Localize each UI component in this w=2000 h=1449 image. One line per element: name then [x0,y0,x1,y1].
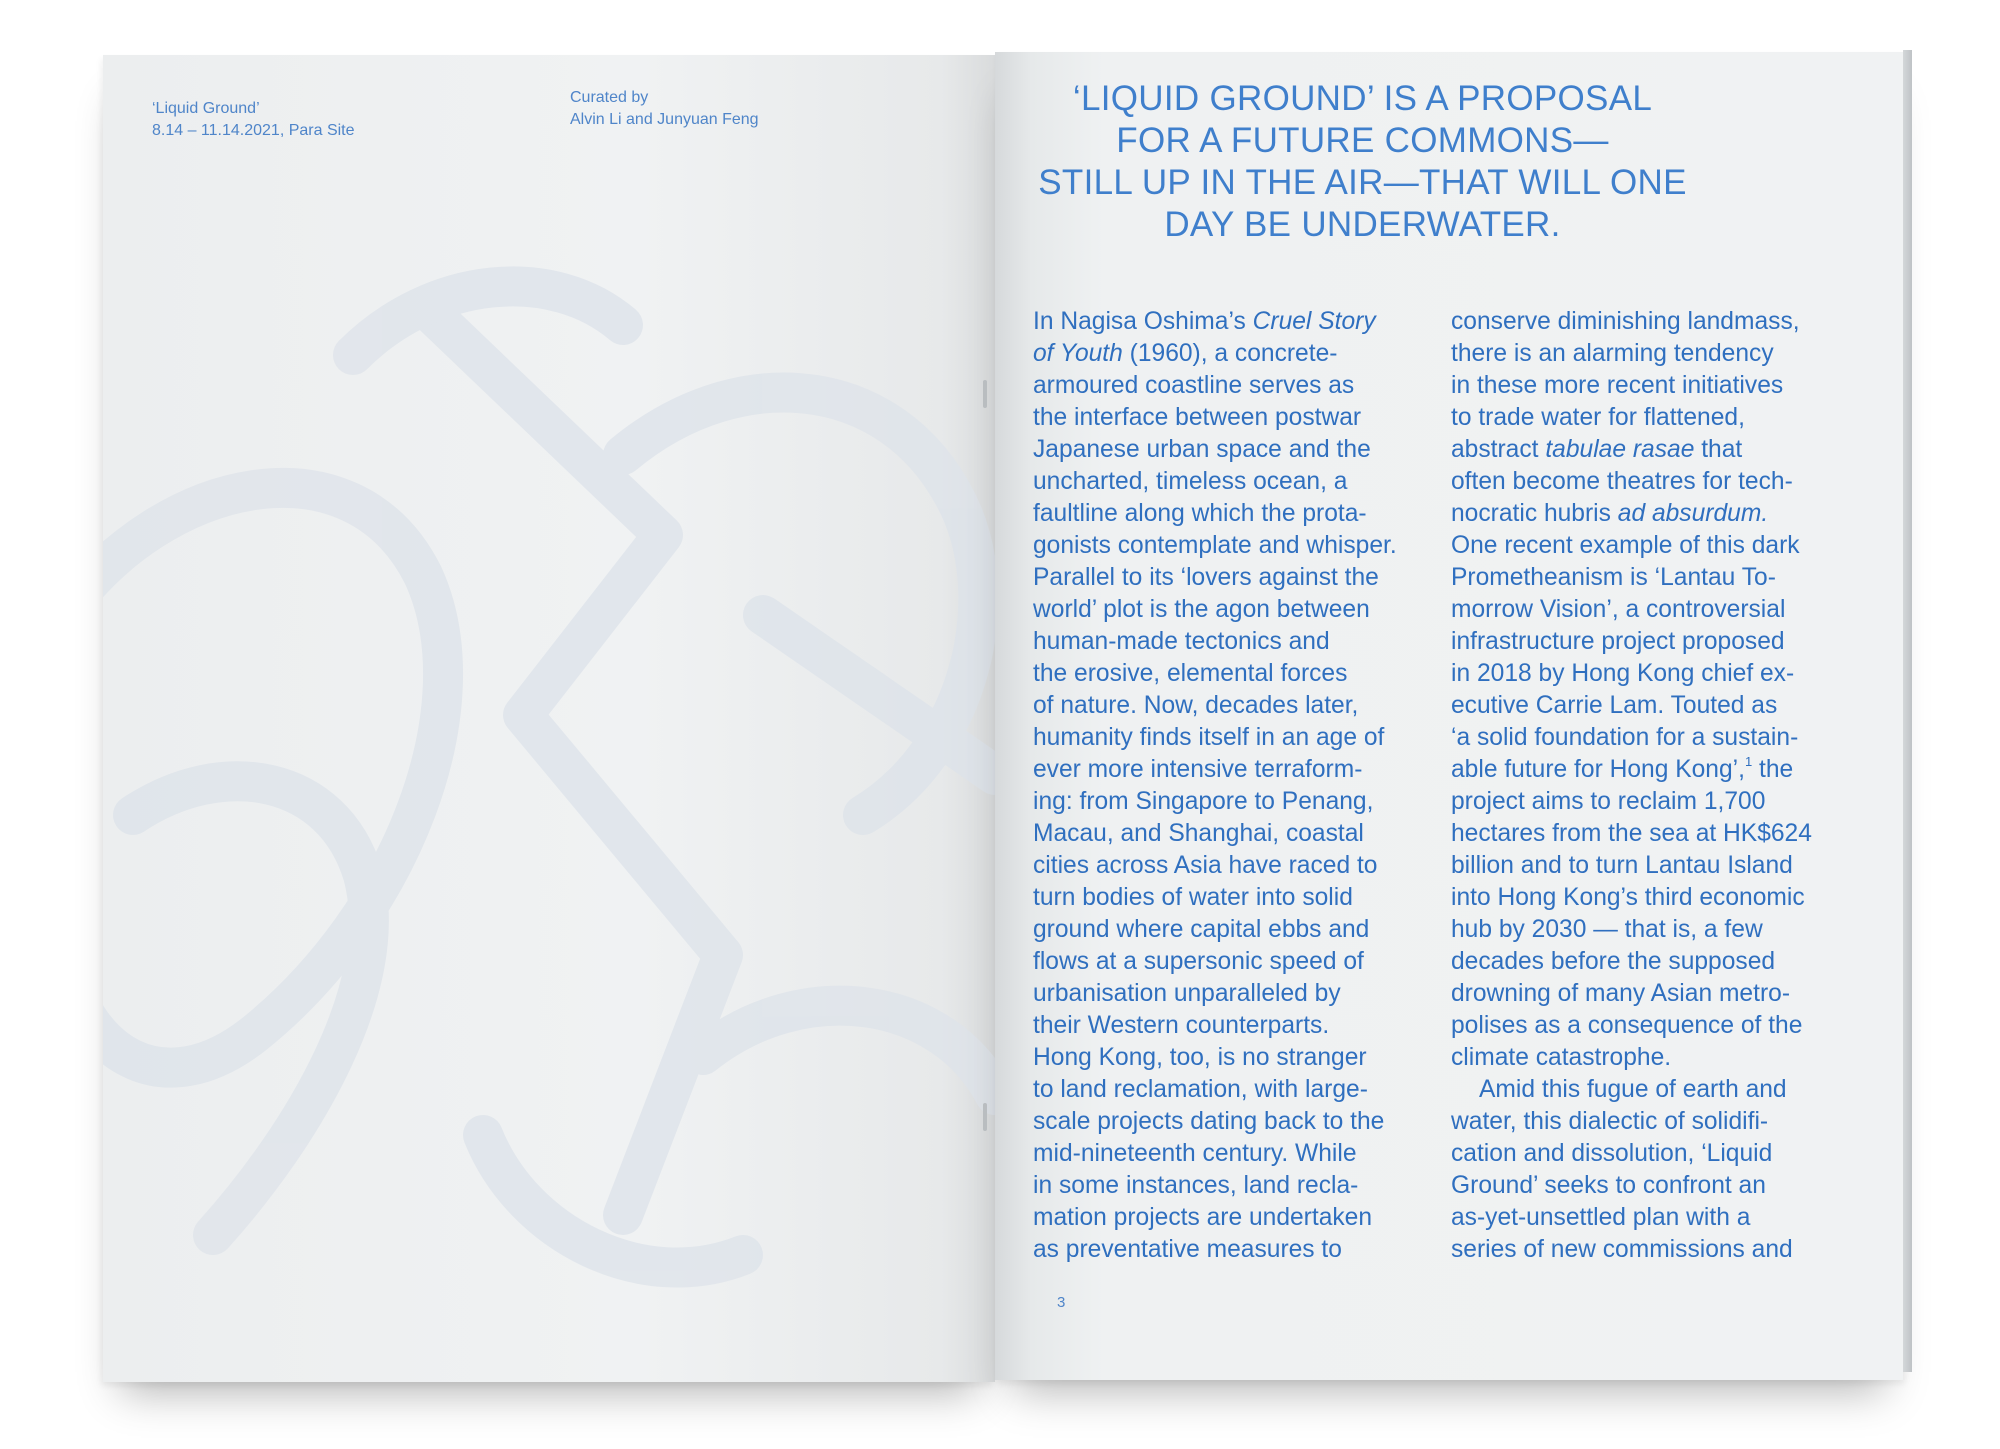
body-line: mation projects are undertaken [1033,1204,1373,1231]
body-line: Amid this fugue of earth and [1479,1076,1787,1103]
watermark-graphic [103,55,995,1382]
body-line: In Nagisa Oshima’s Cruel Story [1033,308,1376,335]
body-line: ‘a solid foundation for a sustain- [1451,724,1799,751]
body-line: nocratic hubris ad absurdum. [1451,500,1769,527]
body-line: mid-nineteenth century. While [1033,1140,1357,1167]
body-line: in these more recent initiatives [1451,372,1784,399]
body-line: human-made tectonics and [1033,628,1330,655]
body-line: infrastructure project proposed [1451,628,1785,655]
body-line: of nature. Now, decades later, [1033,692,1359,719]
body-line: decades before the supposed [1451,948,1776,975]
body-line: Hong Kong, too, is no stranger [1033,1044,1367,1071]
body-column-right [1451,306,1812,1266]
body-line: Ground’ seeks to confront an [1451,1172,1766,1199]
exhibition-title: ‘Liquid Ground’ [152,100,260,117]
body-line: in some instances, land recla- [1033,1172,1359,1199]
body-line: One recent example of this dark [1451,532,1800,559]
body-line: Japanese urban space and the [1033,436,1371,463]
page-edge [1903,50,1912,1372]
body-line: in 2018 by Hong Kong chief ex- [1451,660,1795,687]
body-line: flows at a supersonic speed of [1033,948,1364,975]
body-line: the erosive, elemental forces [1033,660,1348,687]
staple [983,1103,987,1131]
body-line: gonists contemplate and whisper. [1033,532,1397,559]
body-line: conserve diminishing landmass, [1451,308,1800,335]
curator-names: Alvin Li and Junyuan Feng [570,111,759,128]
body-line: faultline along which the prota- [1033,500,1367,527]
body-line: polises as a consequence of the [1451,1012,1803,1039]
body-line: uncharted, timeless ocean, a [1033,468,1348,495]
body-line: able future for Hong Kong’,$^1$ the [1451,754,1794,783]
body-line: humanity finds itself in an age of [1033,724,1385,751]
body-line: climate catastrophe. [1451,1044,1672,1071]
body-line: Prometheanism is ‘Lantau To- [1451,564,1776,591]
body-line: world’ plot is the agon between [1033,596,1370,623]
staple [983,380,987,408]
body-line: urbanisation unparalleled by [1033,980,1341,1007]
body-line: cation and dissolution, ‘Liquid [1451,1140,1773,1167]
body-line: cities across Asia have raced to [1033,852,1378,879]
body-line: turn bodies of water into solid [1033,884,1353,911]
curator-info [570,87,759,131]
body-line: ing: from Singapore to Penang, [1033,788,1374,815]
body-line: armoured coastline serves as [1033,372,1355,399]
body-line: into Hong Kong’s third economic [1451,884,1805,911]
body-line: abstract tabulae rasae that [1451,436,1743,463]
body-line: as preventative measures to [1033,1236,1342,1263]
body-line: project aims to reclaim 1,700 [1451,788,1766,815]
headline-line: DAY BE UNDERWATER. [1164,205,1561,244]
body-line: of Youth (1960), a concrete- [1033,340,1338,367]
exhibition-info [152,98,355,142]
body-line: ecutive Carrie Lam. Touted as [1451,692,1778,719]
body-line: their Western counterparts. [1033,1012,1330,1039]
body-line: scale projects dating back to the [1033,1108,1385,1135]
body-line: series of new commissions and [1451,1236,1793,1263]
body-line: drowning of many Asian metro- [1451,980,1791,1007]
body-line: hub by 2030 — that is, a few [1451,916,1763,943]
body-line: Macau, and Shanghai, coastal [1033,820,1364,847]
body-line: billion and to turn Lantau Island [1451,852,1793,879]
footnote-marker: 1 [1744,754,1753,769]
film-title: Cruel Story [1252,308,1376,335]
latin-term: ad absurdum. [1617,500,1769,527]
film-title: of Youth [1033,340,1123,367]
headline-line: STILL UP IN THE AIR—THAT WILL ONE [1038,163,1687,202]
headline-line: FOR A FUTURE COMMONS— [1116,121,1609,160]
body-line: to trade water for flattened, [1451,404,1745,431]
body-line: Parallel to its ‘lovers against the [1033,564,1379,591]
left-page [103,55,995,1382]
body-line: the interface between postwar [1033,404,1362,431]
body-line: there is an alarming tendency [1451,340,1774,367]
exhibition-dates-venue: 8.14 – 11.14.2021, Para Site [152,122,355,139]
body-line: to land reclamation, with large- [1033,1076,1368,1103]
body-line: ground where capital ebbs and [1033,916,1370,943]
curated-by-label: Curated by [570,89,649,106]
headline-line: ‘LIQUID GROUND’ IS A PROPOSAL [1072,79,1653,118]
pull-quote-headline [1030,78,1695,246]
page-number: 3 [1057,1294,1066,1311]
body-line: as-yet-unsettled plan with a [1451,1204,1751,1231]
latin-term: tabulae rasae [1545,436,1695,463]
body-line: often become theatres for tech- [1451,468,1793,495]
body-line: hectares from the sea at HK$624 [1451,820,1812,847]
body-line: morrow Vision’, a controversial [1451,596,1786,623]
body-column-left [1033,306,1397,1266]
body-line: ever more intensive terraform- [1033,756,1363,783]
body-line: water, this dialectic of solidifi- [1451,1108,1769,1135]
